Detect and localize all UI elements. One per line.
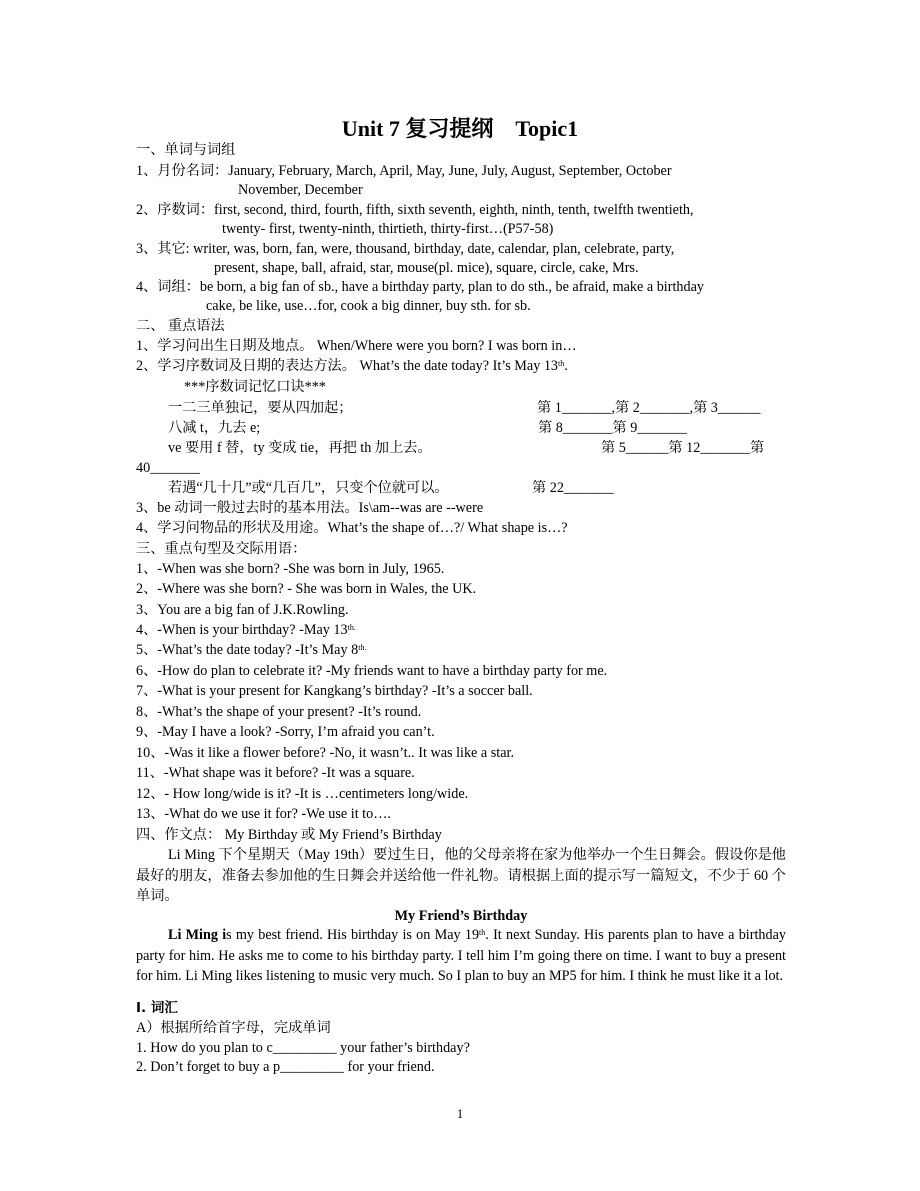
vocab-exercise-heading: Ⅰ. 词汇	[136, 1000, 178, 1016]
essay-title: My Friend’s Birthday	[394, 908, 528, 924]
sentence-item: 1、-When was she born? -She was born in July, 1965.	[136, 561, 445, 577]
vocab-months-line1: 1、月份名词：January, February, March, April, May, June, July, August, September, October	[136, 163, 672, 179]
rhyme-line-4: 若遇“几十几”或“几百几”，只变个位就可以。	[168, 480, 449, 496]
sentence-item: 11、-What shape was it before? -It was a square.	[136, 765, 415, 781]
rhyme-blank-3-cont: 40_______	[136, 460, 200, 476]
vocab-other-line2: present, shape, ball, afraid, star, mouse(pl. mice), square, circle, cake, Mrs.	[214, 260, 639, 276]
grammar-item-4: 4、学习问物品的形状及用途。What’s the shape of…?/ What shape is…?	[136, 520, 568, 536]
page-title: Unit 7 复习提纲 Topic1	[341, 116, 579, 141]
sentence-item: 5、-What’s the date today? -It’s May $8^{th.}$	[136, 642, 367, 658]
sentence-item: 2、-Where was she born? - She was born in Wales, the UK.	[136, 581, 477, 597]
exercise-question-1: 1. How do you plan to c_________ your father’s birthday?	[136, 1040, 470, 1056]
rhyme-line-3: ve 要用 f 替，ty 变成 tie，再把 th 加上去。	[168, 440, 432, 456]
sentence-item: 8、-What’s the shape of your present? -It’s round.	[136, 704, 422, 720]
vocab-other-line1: 3、其它: writer, was, born, fan, were, thousand, birthday, date, calendar, plan, celebrate, party,	[136, 241, 675, 257]
vocab-exercise-subheading: A）根据所给首字母，完成单词	[136, 1020, 331, 1036]
sentence-item: 13、-What do we use it for? -We use it to….	[136, 806, 391, 822]
vocab-ordinals-line1: 2、序数词：first, second, third, fourth, fifth, sixth seventh, eighth, ninth, tenth, twelfth twentieth,	[136, 202, 694, 218]
sentence-item: 12、- How long/wide is it? -It is …centimeters long/wide.	[136, 786, 469, 802]
rhyme-blank-3: 第 5______第 12_______第	[601, 440, 765, 456]
sentence-item: 10、-Was it like a flower before? -No, it wasn’t.. It was like a star.	[136, 745, 514, 761]
vocab-phrases-line1: 4、词组：be born, a big fan of sb., have a birthday party, plan to do sth., be afraid, make a birthday	[136, 279, 704, 295]
writing-prompt: Li Ming 下个星期天（May 19th）要过生日，他的父母亲将在家为他举办一个生日舞会。假设你是他最好的朋友，准备去参加他的生日舞会并送给他一件礼物。请根据上面的提示写一篇短文，不少于 60 个单词。	[136, 847, 786, 904]
section-1-heading: 一、单词与词组	[136, 142, 236, 158]
rhyme-line-2: 八减 t，九去 e;	[168, 420, 261, 436]
grammar-item-3: 3、be 动词一般过去时的基本用法。Is\am--was are --were	[136, 500, 484, 516]
essay-body: Li Ming is my best friend. His birthday is on May 19th. It next Sunday. His parents plan to have a birthday party for him. He asks me to come to his birthday party. I tell him I’m going there on time. I want to buy a present for him. Li Ming likes listening to music very much. So I plan to buy an MP5 for him. I think he must like it a lot.	[136, 927, 786, 984]
rhyme-line-1: 一二三单独记，要从四加起；	[168, 400, 353, 416]
sentence-item: 7、-What is your present for Kangkang’s birthday? -It’s a soccer ball.	[136, 683, 533, 699]
rhyme-title: ***序数词记忆口诀***	[184, 379, 326, 395]
vocab-phrases-line2: cake, be like, use…for, cook a big dinner, buy sth. for sb.	[206, 298, 531, 314]
sentence-item: 9、-May I have a look? -Sorry, I’m afraid you can’t.	[136, 724, 435, 740]
page-number: 1	[456, 1106, 464, 1121]
vocab-months-line2: November, December	[238, 182, 363, 198]
sentence-item: 3、You are a big fan of J.K.Rowling.	[136, 602, 349, 618]
section-2-heading: 二、 重点语法	[136, 318, 225, 334]
rhyme-blank-1: 第 1_______,第 2_______,第 3______	[537, 400, 761, 416]
rhyme-blank-4: 第 22_______	[532, 480, 614, 496]
sentence-item: 4、-When is your birthday? -May $13^{th.}$	[136, 622, 356, 638]
section-3-heading: 三、重点句型及交际用语：	[136, 541, 307, 557]
exercise-question-2: 2. Don’t forget to buy a p_________ for your friend.	[136, 1059, 435, 1075]
rhyme-blank-2: 第 8_______第 9_______	[538, 420, 687, 436]
grammar-item-2: 2、学习序数词及日期的表达方法。 What’s the date today? It’s May 13th.	[136, 358, 568, 374]
grammar-item-1: 1、学习问出生日期及地点。 When/Where were you born? I was born in…	[136, 338, 577, 354]
sentence-item: 6、-How do plan to celebrate it? -My friends want to have a birthday party for me.	[136, 663, 608, 679]
vocab-ordinals-line2: twenty- first, twenty-ninth, thirtieth, thirty-first…(P57-58)	[222, 221, 554, 237]
section-4-heading: 四、作文点： My Birthday 或 My Friend’s Birthday	[136, 827, 442, 843]
